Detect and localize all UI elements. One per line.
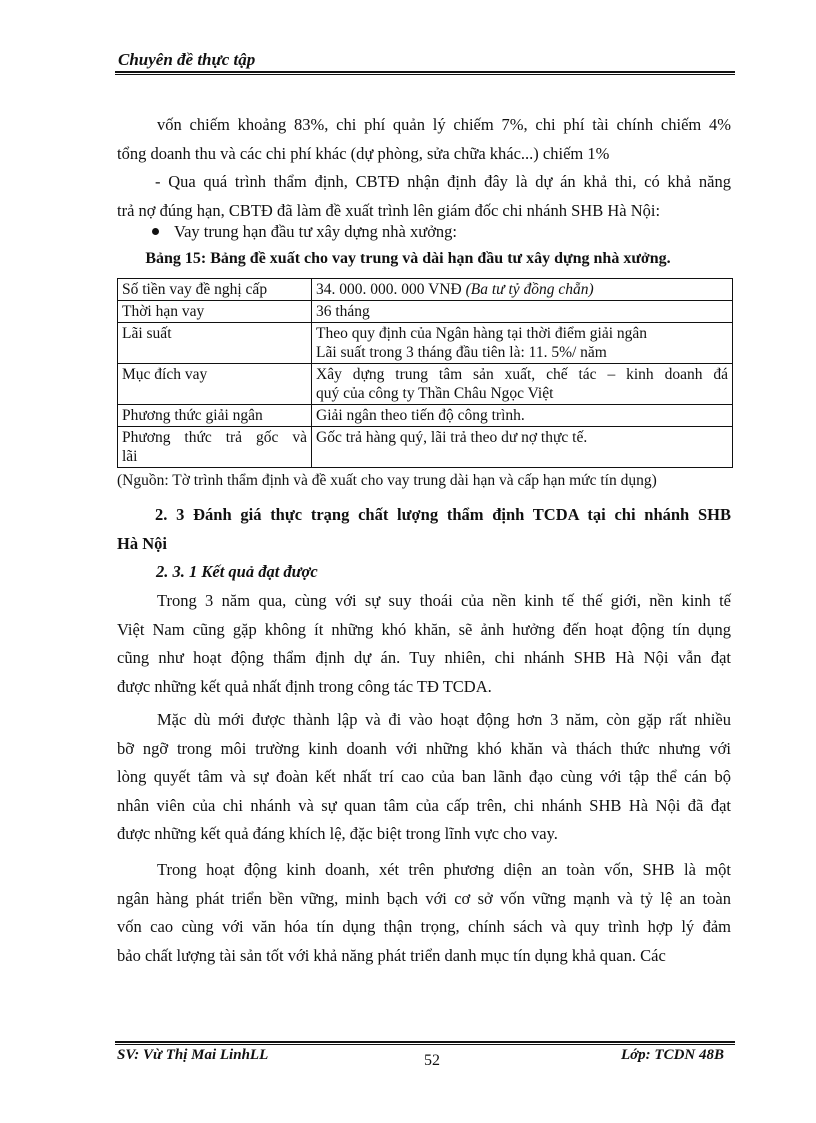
table-row: [118, 364, 733, 405]
table-cell-label: Mục đích vay: [118, 364, 312, 405]
table-row: [118, 427, 733, 468]
intro-line: trả nợ đúng hạn, CBTĐ đã làm đề xuất trình lên giám đốc chi nhánh SHB Hà Nội:: [117, 200, 661, 220]
header-rule: [115, 71, 735, 73]
paragraph-line: được những kết quả đáng khích lệ, đặc biệt trong lĩnh vực cho vay.: [117, 824, 558, 843]
section-heading: 2. 3 Đánh giá thực trạng chất lượng thẩm định TCDA tại chi nhánh SHB Hà Nội: [117, 505, 731, 553]
paragraph-1: [117, 587, 731, 701]
table-row: [118, 405, 733, 427]
paragraph-3: [117, 856, 731, 970]
paragraph-line: Trong 3 năm qua, cùng với sự suy thoái của nền kinh tế thế giới, nền kinh tế: [157, 591, 731, 610]
footer-student: SV: Vừ Thị Mai LinhLL: [117, 1047, 269, 1063]
table-cell-value: Giải ngân theo tiến độ công trình.: [312, 405, 733, 427]
table-cell-value: Theo quy định của Ngân hàng tại thời điểm giải ngân Lãi suất trong 3 tháng đầu tiên là: 11. 5%/ năm: [312, 323, 733, 364]
proposal-table: [117, 278, 733, 468]
paragraph-line: Trong hoạt động kinh doanh, xét trên phương diện an toàn vốn, SHB là một: [157, 860, 731, 879]
paragraph-line: Mặc dù mới được thành lập và đi vào hoạt động hơn 3 năm, còn gặp rất nhiều: [157, 710, 731, 729]
table-cell-value: Xây dựng trung tâm sản xuất, chế tác – kinh doanh đá quý của công ty Thần Châu Ngọc Việt: [312, 364, 733, 405]
table-cell-label: Số tiền vay đề nghị cấp: [118, 279, 312, 301]
table-source: (Nguồn: Tờ trình thẩm định và đề xuất cho vay trung dài hạn và cấp hạn mức tín dụng): [117, 472, 657, 489]
table-row: [118, 323, 733, 364]
paragraph-line: cũng như hoạt động thẩm định dự án. Tuy nhiên, chi nhánh SHB Hà Nội vẫn đạt: [117, 648, 731, 667]
paragraph-line: bỡ ngỡ trong môi trường kinh doanh với những khó khăn và thách thức nhưng với: [117, 738, 731, 758]
table-caption: Bảng 15: Bảng đề xuất cho vay trung và dài hạn đầu tư xây dựng nhà xưởng.: [145, 250, 671, 267]
paragraph-line: vốn cao cùng với văn hóa tín dụng thận trọng, chính sách và quy trình hợp lý đảm: [117, 917, 731, 936]
sub-heading: 2. 3. 1 Kết quả đạt được: [156, 562, 318, 581]
table-row: [118, 301, 733, 323]
page-number: 52: [424, 1052, 440, 1069]
paragraph-line: lòng quyết tâm và sự đoàn kết nhất trí cao của ban lãnh đạo cùng với tập thể cán bộ: [117, 767, 731, 786]
intro-line: vốn chiếm khoảng 83%, chi phí quản lý chiếm 7%, chi phí tài chính chiếm 4%: [157, 115, 731, 134]
table-cell-label: Phương thức giải ngân: [118, 405, 312, 427]
paragraph-2: [117, 706, 731, 849]
paragraph-line: Việt Nam cũng gặp không ít những khó khăn, sẽ ảnh hưởng đến hoạt động tín dụng: [117, 619, 731, 639]
header-title: Chuyên đề thực tập: [118, 50, 256, 69]
footer-rule-thin: [115, 1044, 735, 1045]
header-rule-thin: [115, 74, 735, 75]
paragraph-line: bảo chất lượng tài sản tốt với khả năng phát triển danh mục tín dụng khả quan. Các: [117, 945, 666, 965]
paragraph-line: ngân hàng phát triển bền vững, minh bạch với cơ sở vốn vững mạnh và tỷ lệ an toàn: [117, 888, 731, 908]
bullet-text: Vay trung hạn đầu tư xây dựng nhà xưởng:: [174, 222, 458, 241]
table-cell-label: Lãi suất: [118, 323, 312, 364]
table-row: [118, 279, 733, 301]
table-cell-value: 34. 000. 000. 000 VNĐ (Ba tư tỷ đồng chẵn): [312, 279, 733, 301]
bullet-item: [152, 222, 457, 242]
footer-rule: [115, 1041, 735, 1043]
table-cell-label: Thời hạn vay: [118, 301, 312, 323]
footer-class: Lớp: TCDN 48B: [620, 1047, 724, 1063]
table-cell-value: 36 tháng: [312, 301, 733, 323]
paragraph-line: nhân viên của chi nhánh và sự quan tâm của cấp trên, chi nhánh SHB Hà Nội đã đạt: [117, 795, 731, 815]
intro-block: [117, 111, 731, 225]
paragraph-line: được những kết quả nhất định trong công tác TĐ TCDA.: [117, 676, 492, 696]
intro-line: - Qua quá trình thẩm định, CBTĐ nhận định đây là dự án khả thi, có khả năng: [155, 172, 731, 191]
table-cell-label: Phương thức trả gốc và lãi: [118, 427, 312, 468]
table-cell-value: Gốc trả hàng quý, lãi trả theo dư nợ thực tế.: [312, 427, 733, 468]
bullet-icon: [152, 228, 159, 235]
intro-line: tổng doanh thu và các chi phí khác (dự phòng, sửa chữa khác...) chiếm 1%: [117, 143, 610, 163]
